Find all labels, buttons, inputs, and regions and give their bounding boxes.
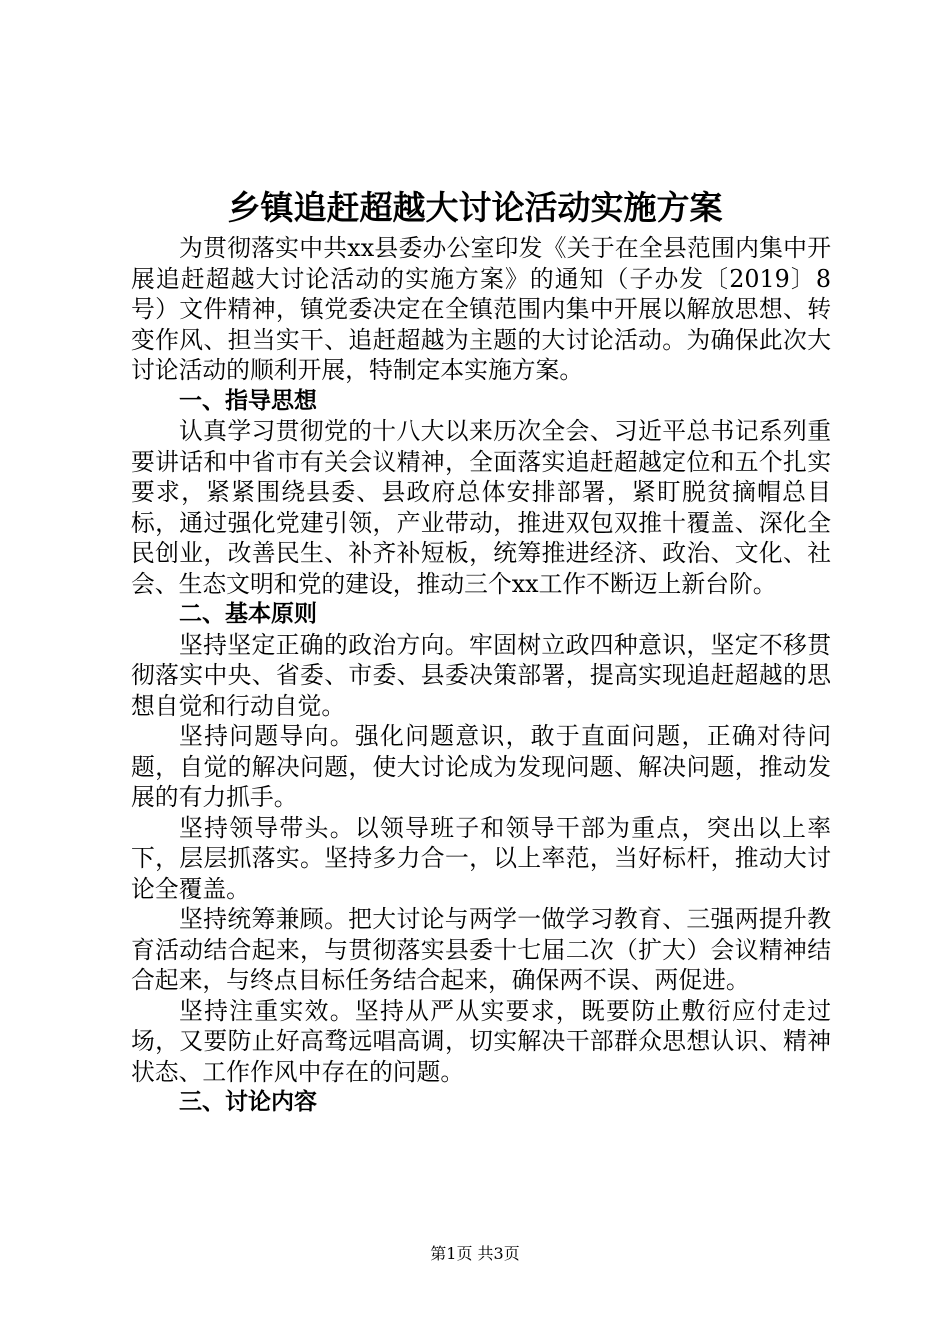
intro-paragraph: 为贯彻落实中共xx县委办公室印发《关于在全县范围内集中开展追赶超越大讨论活动的实施方案》的通知（子办发〔2019〕8号）文件精神，镇党委决定在全镇范围内集中开展以解放思想、转变作风、担当实干、追赶超越为主题的大讨论活动。为确保此次大讨论活动的顺利开展，特制定本实施方案。 — [131, 234, 831, 384]
principle-paragraph-problem-oriented: 坚持问题导向。强化问题意识，敢于直面问题，正确对待问题，自觉的解决问题，使大讨论成为发现问题、解决问题，推动发展的有力抓手。 — [131, 722, 831, 811]
document-title: 乡镇追赶超越大讨论活动实施方案 — [227, 188, 723, 227]
principle-paragraph-effectiveness: 坚持注重实效。坚持从严从实要求，既要防止敷衍应付走过场，又要防止好高骛远唱高调，切实解决干部群众思想认识、精神状态、工作作风中存在的问题。 — [131, 996, 831, 1086]
section-heading-guiding-ideology: 一、指导思想 — [179, 387, 317, 414]
guiding-ideology-paragraph: 认真学习贯彻党的十八大以来历次全会、习近平总书记系列重要讲话和中省市有关会议精神，全面落实追赶超越定位和五个扎实要求，紧紧围绕县委、县政府总体安排部署，紧盯脱贫摘帽总目标，通过强化党建引领，产业带动，推进双包双推十覆盖、深化全民创业，改善民生、补齐补短板，统筹推进经济、政治、文化、社会、生态文明和党的建设，推动三个xx工作不断迈上新台阶。 — [131, 417, 831, 598]
section-heading-basic-principles: 二、基本原则 — [179, 601, 317, 627]
principle-paragraph-leadership: 坚持领导带头。以领导班子和领导干部为重点，突出以上率下，层层抓落实。坚持多力合一，以上率范，当好标杆，推动大讨论全覆盖。 — [131, 813, 831, 903]
section-heading-discussion-content: 三、讨论内容 — [179, 1089, 317, 1115]
principle-paragraph-coordination: 坚持统筹兼顾。把大讨论与两学一做学习教育、三强两提升教育活动结合起来，与贯彻落实县委十七届二次（扩大）会议精神结合起来，与终点目标任务结合起来，确保两不误、两促进。 — [131, 905, 831, 994]
principle-paragraph-political-direction: 坚持坚定正确的政治方向。牢固树立政四种意识，坚定不移贯彻落实中央、省委、市委、县委决策部署，提高实现追赶超越的思想自觉和行动自觉。 — [131, 630, 831, 720]
page-number-footer: 第1页 共3页 — [430, 1244, 520, 1263]
document-body — [131, 233, 831, 1118]
